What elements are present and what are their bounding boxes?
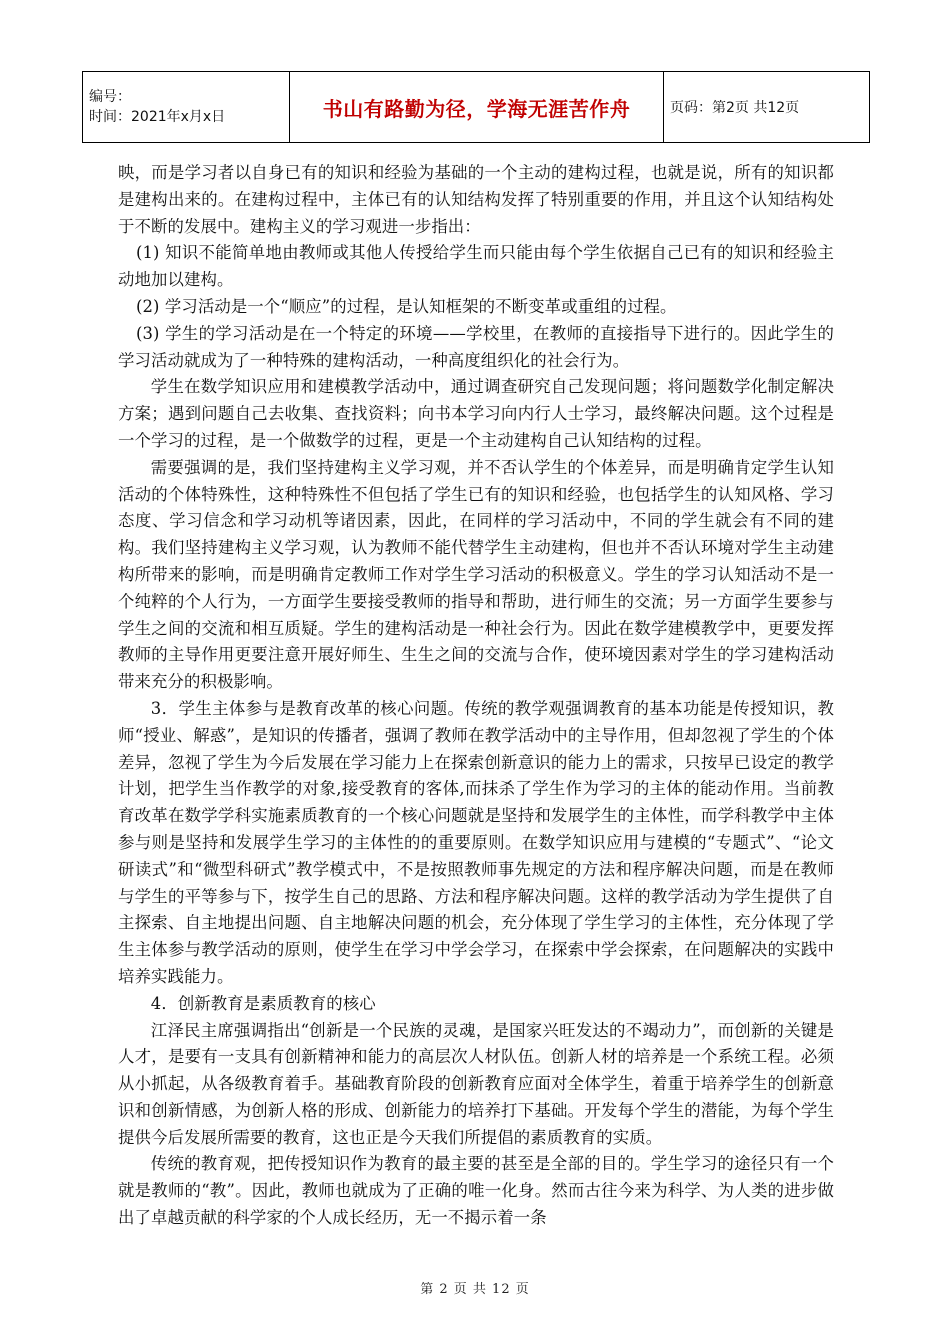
header-page-info: 页码：第2页 共12页: [664, 72, 870, 143]
number-label: 编号：: [89, 89, 131, 105]
paragraph: 江泽民主席强调指出“创新是一个民族的灵魂，是国家兴旺发达的不竭动力”，而创新的关键是人才，是要有一支具有创新精神和能力的高层次人材队伍。创新人材的培养是一个系统工程。必须从小抓起，从各级教育着手。基础教育阶段的创新教育应面对全体学生，着重于培养学生的创新意识和创新情感，为创新人格的形成、创新能力的培养打下基础。开发每个学生的潜能，为每个学生提供今后发展所需要的教育，这也正是今天我们所提倡的素质教育的实质。: [118, 1020, 834, 1147]
paragraph: (3) 学生的学习活动是在一个特定的环境——学校里，在教师的直接指导下进行的。因此学生的学习活动就成为了一种特殊的建构活动，一种高度组织化的社会行为。: [118, 323, 834, 370]
page-footer: 第 2 页 共 12 页: [420, 1282, 530, 1297]
document-body: [118, 160, 834, 1232]
paragraph: 映，而是学习者以自身已有的知识和经验为基础的一个主动的建构过程，也就是说，所有的知识都是建构出来的。在建构过程中，主体已有的认知结构发挥了特别重要的作用，并且这个认知结构处于不断的发展中。建构主义的学习观进一步指出：: [118, 163, 834, 236]
paragraph: (1) 知识不能简单地由教师或其他人传授给学生而只能由每个学生依据自己已有的知识和经验主动地加以建构。: [118, 243, 834, 290]
page-header: [82, 71, 870, 143]
paragraph: 需要强调的是，我们坚持建构主义学习观，并不否认学生的个体差异，而是明确肯定学生认知活动的个体特殊性，这种特殊性不但包括了学生已有的知识和经验，也包括学生的认知风格、学习态度、学习信念和学习动机等诸因素，因此，在同样的学习活动中，不同的学生就会有不同的建构。我们坚持建构主义学习观，认为教师不能代替学生主动建构，但也并不否认环境对学生主动建构所带来的影响，而是明确肯定教师工作对学生学习活动的积极意义。学生的学习认知活动不是一个纯粹的个人行为，一方面学生要接受教师的指导和帮助，进行师生的交流；另一方面学生要参与学生之间的交流和相互质疑。学生的建构活动是一种社会行为。因此在数学建模教学中，更要发挥教师的主导作用更要注意开展好师生、生生之间的交流与合作，使环境因素对学生的学习建构活动带来充分的积极影响。: [118, 457, 834, 692]
paragraph: 4．创新教育是素质教育的核心: [150, 993, 376, 1013]
paragraph: 3．学生主体参与是教育改革的核心问题。传统的教学观强调教育的基本功能是传授知识，教师“授业、解惑”，是知识的传播者，强调了教师在教学活动中的主导作用，但却忽视了学生的个体差异，忽视了学生为今后发展在学习能力上在探索创新意识的能力上的需求，只按早已设定的教学计划，把学生当作教学的对象,接受教育的客体,而抹杀了学生作为学习的主体的能动作用。当前教育改革在数学学科实施素质教育的一个核心问题就是坚持和发展学生的主体性，而学科教学中主体参与则是坚持和发展学生学习的主体性的的重要原则。在数学知识应用与建模的“专题式”、“论文研读式”和“微型科研式”教学模式中，不是按照教师事先规定的方法和程序解决问题，而是在教师与学生的平等参与下，按学生自己的思路、方法和程序解决问题。这样的教学活动为学生提供了自主探索、自主地提出问题、自主地解决问题的机会，充分体现了学生学习的主体性，充分体现了学生主体参与教学活动的原则，使学生在学习中学会学习，在探索中学会探索，在问题解决的实践中培养实践能力。: [118, 698, 834, 986]
paragraph: 学生在数学知识应用和建模教学活动中，通过调查研究自己发现问题；将问题数学化制定解决方案；遇到问题自己去收集、查找资料；向书本学习向内行人士学习，最终解决问题。这个过程是一个学习的过程，是一个做数学的过程，更是一个主动建构自己认知结构的过程。: [118, 377, 834, 450]
paragraph: (2) 学习活动是一个“顺应”的过程，是认知框架的不断变革或重组的过程。: [136, 296, 677, 316]
header-motto: 书山有路勤为径，学海无涯苦作舟: [290, 72, 664, 143]
time-label: 时间：2021年x月x日: [89, 109, 226, 125]
header-meta-cell: [83, 72, 290, 143]
paragraph: 传统的教育观，把传授知识作为教育的最主要的甚至是全部的目的。学生学习的途径只有一个就是教师的“教”。因此，教师也就成为了正确的唯一化身。然而古往今来为科学、为人类的进步做出了卓越贡献的科学家的个人成长经历，无一不揭示着一条: [118, 1154, 834, 1228]
